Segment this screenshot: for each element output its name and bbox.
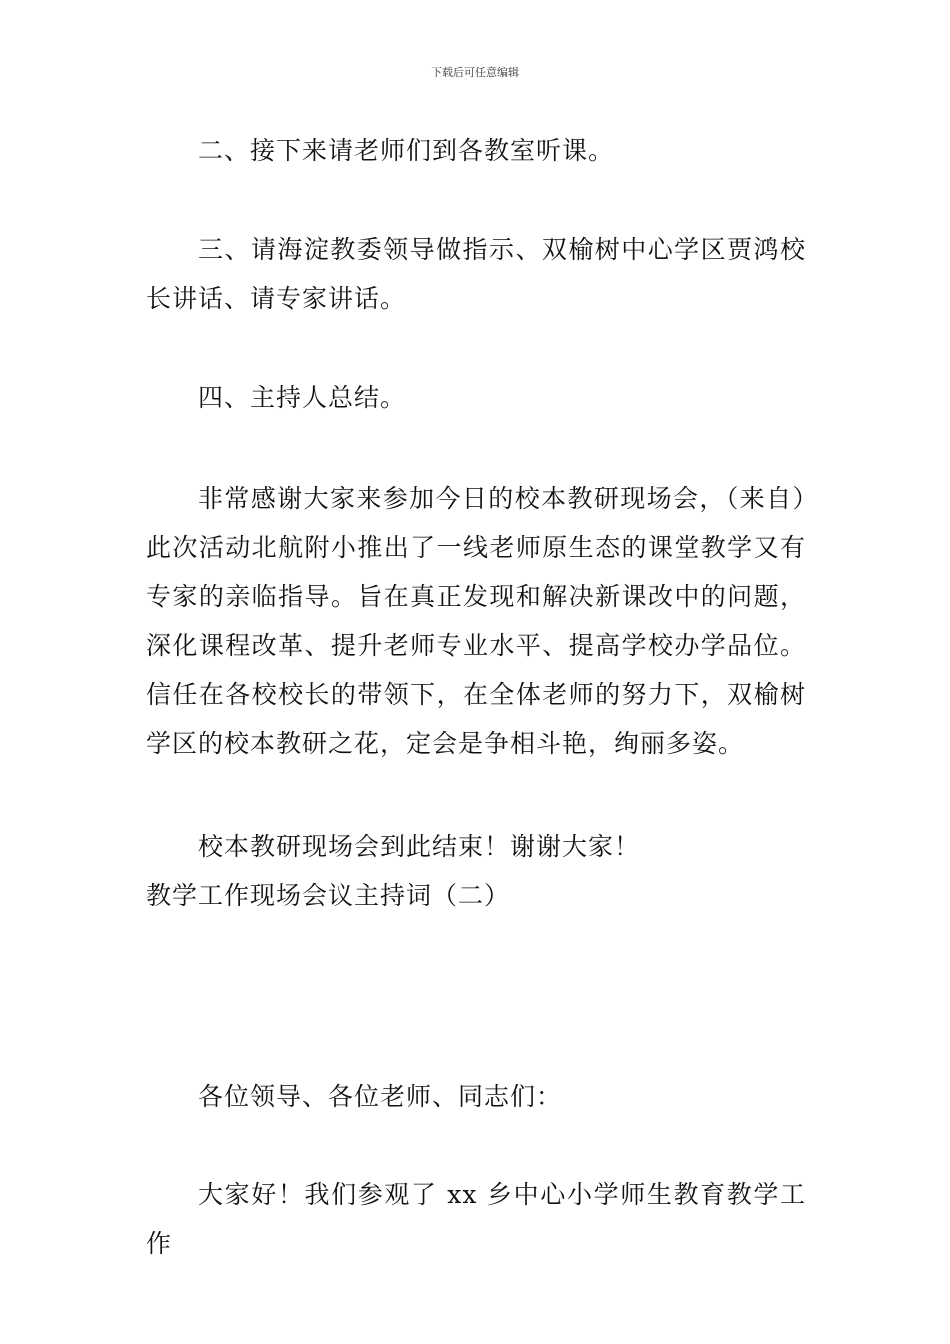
paragraph-item-2: 二、接下来请老师们到各教室听课。 [198,136,615,165]
paragraph-opening: 大家好！我们参观了 xx 乡中心小学师生教育教学工作 [146,1180,806,1258]
paragraph-greeting: 各位领导、各位老师、同志们： [198,1082,563,1111]
paragraph-closing-remarks: 非常感谢大家来参加今日的校本教研现场会，（来自）此次活动北航附小推出了一线老师原生态的课堂教学又有专家的亲临指导。旨在真正发现和解决新课改中的问题，深化课程改革、提升老师专业水平、提高学校办学品位。信任在各校校长的带领下，在全体老师的努力下，双榆树学区的校本教研之花，定会是争相斗艳，绚丽多姿。 [146,484,806,758]
section-title: 教学工作现场会议主持词（二） [146,881,511,910]
paragraph-closing-line: 校本教研现场会到此结束！谢谢大家！ [198,832,641,861]
header-note: 下载后可任意编辑 [431,66,519,79]
paragraph-item-3: 三、请海淀教委领导做指示、双榆树中心学区贾鸿校长讲话、请专家讲话。 [146,235,806,313]
paragraph-item-4: 四、主持人总结。 [198,383,407,412]
